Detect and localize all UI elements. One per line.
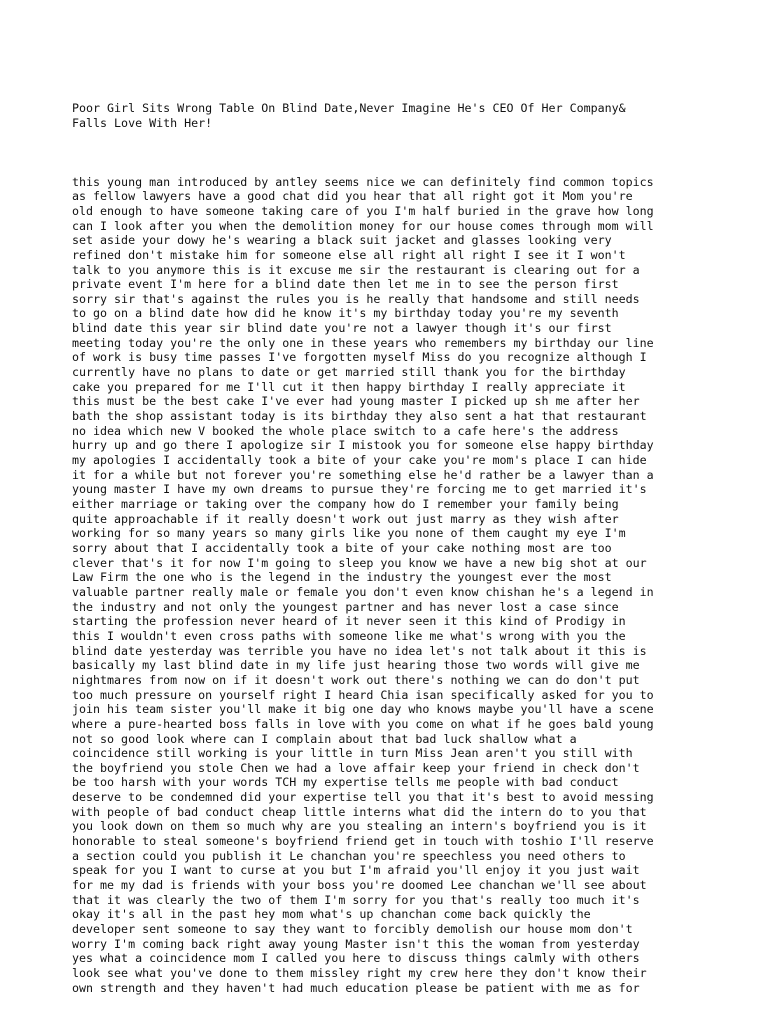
document-title: Poor Girl Sits Wrong Table On Blind Date,Never Imagine He's CEO Of Her Company& Falls Love With Her! — [72, 101, 626, 130]
document-content — [72, 72, 712, 1024]
document-body: this young man introduced by antley seems nice we can definitely find common topics as fellow lawyers have a good chat did you hear that all right got it Mom you're old enough to have someone taking care of you I'm half buried in the grave how long can I look after you when the demolition money for our house comes through mom will set aside your dowy he's wearing a black suit jacket and glasses looking very refined don't mistake him for someone else all right all right I see it I won't talk to you anymore this is it excuse me sir the restaurant is clearing out for a private event I'm here for a blind date then let me in to see the person first sorry sir that's against the rules you is he really that handsome and still needs to go on a blind date how did he know it's my birthday today you're my seventh blind date this year sir blind date you're not a lawyer though it's our first meeting today you're the only one in these years who remembers my birthday our line of work is busy time passes I've forgotten myself Miss do you recognize although I currently have no plans to date or get married still thank you for the birthday cake you prepared for me I'll cut it then happy birthday I really appreciate it this must be the best cake I've ever had young master I picked up sh me after her bath the shop assistant today is its birthday they also sent a hat that restaurant no idea which new V booked the whole place switch to a cafe here's the address hurry up and go there I apologize sir I mistook you for someone else happy birthday my apologies I accidentally took a bite of your cake you're mom's place I can hide it for a while but not forever you're something else he'd rather be a lawyer than a young master I have my own dreams to pursue they're forcing me to get married it's either marriage or taking over the company how do I remember your family being quite approachable if it really doesn't work out just marry as they wish after working for so many years so many girls like you none of them caught my eye I'm sorry about that I accidentally took a bite of your cake nothing most are too clever that's it for now I'm going to sleep you know we have a new big shot at our Law Firm the one who is the legend in the industry the youngest ever the most valuable partner really male or female you don't even know chishan he's a legend in the industry and not only the youngest partner and has never lost a case since starting the profession never heard of it never seen it this kind of Prodigy in this I wouldn't even cross paths with someone like me what's wrong with you the blind date yesterday was terrible you have no idea let's not talk about it this is basically my last blind date in my life just hearing those two words will give me nightmares from now on if it doesn't work out there's nothing we can do don't put too much pressure on yourself right I heard Chia isan specifically asked for you to join his team sister you'll make it big one day who knows maybe you'll have a scene where a pure-hearted boss falls in love with you come on what if he goes bald young not so good look where can I complain about that bad luck shallow what a coincidence still working is your little in turn Miss Jean aren't you still with the boyfriend you stole Chen we had a love affair keep your friend in check don't be too harsh with your words TCH my expertise tells me people with bad conduct deserve to be condemned did your expertise tell you that it's best to avoid messing with people of bad conduct cheap little interns what did the intern do to you that you look down on them so much why are you stealing an intern's boyfriend you is it honorable to steal someone's boyfriend friend get in touch with toshio I'll reserve a section could you publish it Le chanchan you're speechless you need others to speak for you I want to curse at you but I'm afraid you'll enjoy it you just wait for me my dad is friends with your boss you're doomed Lee chanchan we'll see about that it was clearly the two of them I'm sorry for you that's really too much it's okay it's all in the past hey mom what's up chanchan come back quickly the developer sent someone to say they want to forcibly demolish our house mom don't worry I'm coming back right away young Master isn't this the woman from yesterday yes what a coincidence mom I called you here to discuss things calmly with others look see what you've done to them missley right my crew here they don't know their own strength and they haven't had much education please be patient with me as for — [72, 174, 654, 995]
